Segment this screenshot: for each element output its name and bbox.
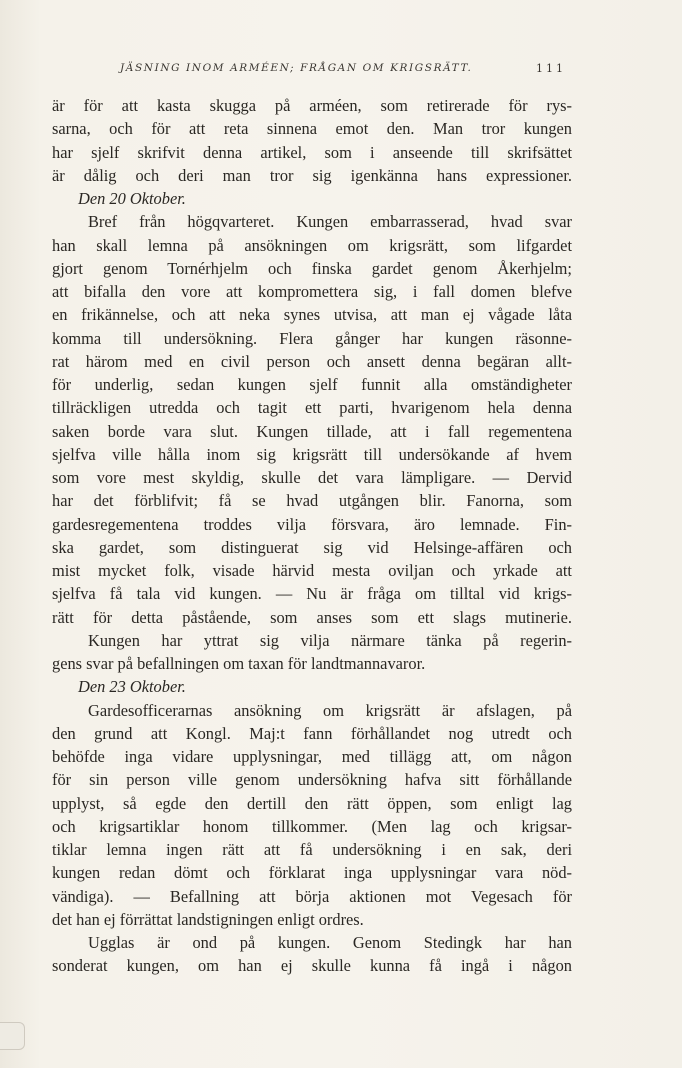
text-line: en frikännelse, och att neka synes utvisa, att man ej vågade låta: [52, 305, 572, 325]
text-line: och krigsartiklar honom tillkommer. (Men lag och krigsar-: [52, 816, 572, 836]
text-line: upplyst, så egde den dertill den rätt öppen, som enligt lag: [52, 793, 572, 813]
text-line: Ugglas är ond på kungen. Genom Stedingk har han: [88, 933, 572, 952]
text-line: tiklar lemna ingen rätt att få undersökning i en sak, deri: [52, 840, 572, 859]
text-line: gardesregementena troddes vilja försvara, äro lemnade. Fin-: [52, 514, 572, 534]
body-text: [52, 94, 572, 978]
text-line: den grund att Kongl. Maj:t fann förhållandet nog utredt och: [52, 723, 572, 743]
diary-date-heading: Den 20 Oktober.: [78, 189, 186, 208]
text-line: behöfde inga vidare upplysningar, med tillägg att, om någon: [52, 747, 572, 766]
text-line: som vore mest skyldig, skulle det vara lämpligare. — Dervid: [52, 468, 572, 487]
text-line: för sin person ville genom undersökning hafva sitt förhållande: [52, 770, 572, 790]
text-line: gens svar på befallningen om taxan för landtmannavaror.: [52, 654, 426, 673]
text-line: saken borde vara slut. Kungen tillade, att i fall regementena: [52, 421, 572, 441]
text-line: ska gardet, som distinguerat sig vid Helsinge-affären och: [52, 537, 572, 557]
text-line: har sjelf skrifvit denna artikel, som i anseende till skrifsättet: [52, 142, 572, 162]
text-line: har det förblifvit; få se hvad utgången blir. Fanorna, som: [52, 491, 572, 511]
page-tab-marker: [0, 1022, 25, 1050]
diary-date-heading: Den 23 Oktober.: [78, 677, 186, 697]
text-line: vändiga). — Befallning att börja aktionen mot Vegesach för: [52, 886, 572, 906]
text-line: Bref från högqvarteret. Kungen embarrasserad, hvad svar: [88, 212, 572, 232]
text-line: komma till undersökning. Flera gånger har kungen räsonne-: [52, 328, 572, 348]
text-line: för underlig, sedan kungen sjelf funnit alla omständigheter: [52, 375, 572, 394]
text-line: rätt för detta påstående, som anses som ett slags mutinerie.: [52, 607, 572, 627]
text-line: är för att kasta skugga på arméen, som retirerade för rys-: [52, 96, 572, 115]
text-line: sjelfva ville hålla inom sig krigsrätt till undersökande af hvem: [52, 444, 572, 464]
page-number: 111: [536, 62, 566, 75]
text-line: det han ej förrättat landstigningen enligt ordres.: [52, 909, 364, 929]
text-line: sjelfva få tala vid kungen. — Nu är fråga om tilltal vid krigs-: [52, 584, 572, 604]
text-line: gjort genom Tornérhjelm och finska gardet genom Åkerhjelm;: [52, 258, 572, 278]
text-line: han skall lemna på ansökningen om krigsrätt, som lifgardet: [52, 235, 572, 255]
text-line: tillräckligen utredda och tagit ett parti, hvarigenom hela denna: [52, 398, 572, 418]
text-line: sonderat kungen, om han ej skulle kunna få ingå i någon: [52, 956, 572, 976]
text-line: rat härom med en civil person och ansett denna begäran allt-: [52, 351, 572, 371]
running-head: JÄSNING INOM ARMÉEN; FRÅGAN OM KRIGSRÄTT.: [120, 62, 473, 74]
text-line: Kungen har yttrat sig vilja närmare tänka på regerin-: [88, 630, 572, 650]
text-line: Gardesofficerarnas ansökning om krigsrätt är afslagen, på: [88, 700, 572, 720]
text-line: att bifalla den vore att komprometterа sig, i fall domen blefve: [52, 282, 572, 301]
text-line: sarna, och för att reta sinnena emot den. Man tror kungen: [52, 119, 572, 139]
text-line: är dålig och deri man tror sig igenkänna hans expressioner.: [52, 165, 572, 185]
text-line: mist mycket folk, visade härvid mesta oviljan och yrkade att: [52, 561, 572, 580]
text-line: kungen redan dömt och förklarat inga upplysningar vara nöd-: [52, 863, 572, 883]
